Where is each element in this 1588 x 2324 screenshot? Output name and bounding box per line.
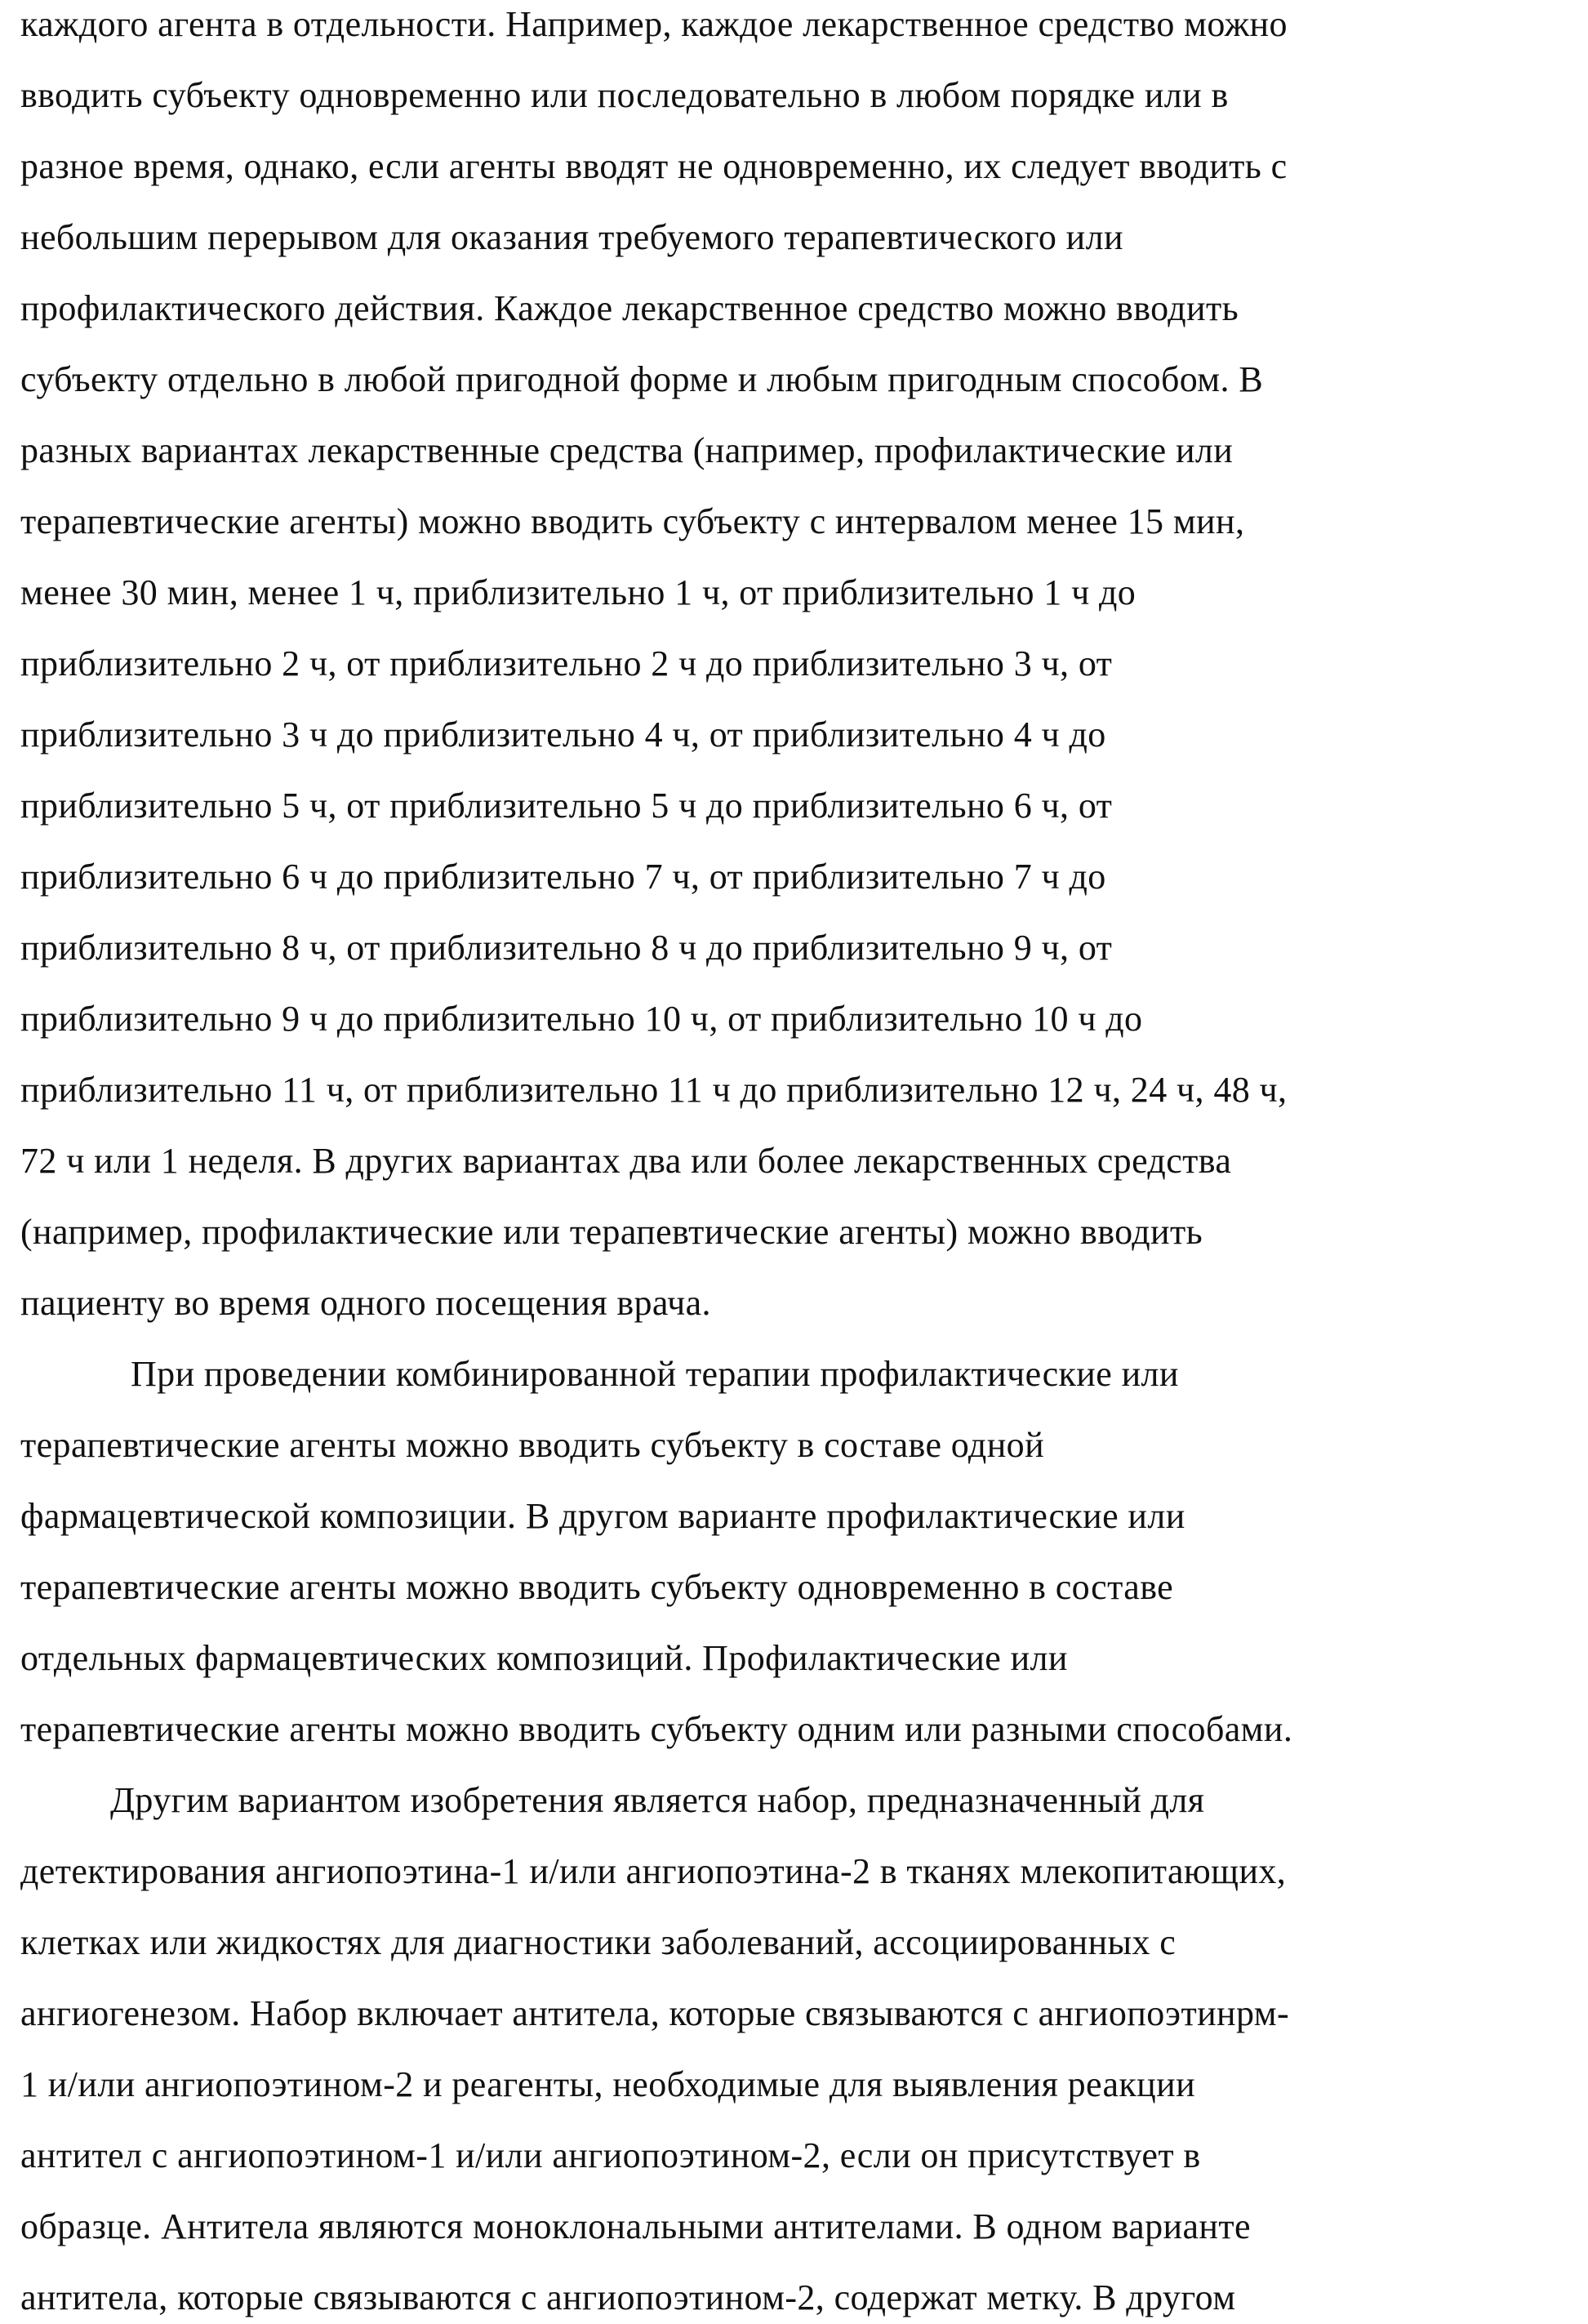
paragraph-start-line: При проведении комбинированной терапии профилактические или bbox=[131, 1354, 1179, 1394]
text-line: ангиогенезом. Набор включает антитела, которые связываются с ангиопоэтинрм- bbox=[20, 1993, 1289, 2033]
text-line: терапевтические агенты можно вводить субъекту одновременно в составе bbox=[20, 1567, 1174, 1607]
text-line: разных вариантах лекарственные средства (например, профилактические или bbox=[20, 430, 1234, 470]
text-line: приблизительно 3 ч до приблизительно 4 ч, от приблизительно 4 ч до bbox=[20, 715, 1106, 755]
text-line: менее 30 мин, менее 1 ч, приблизительно 1 ч, от приблизительно 1 ч до bbox=[20, 572, 1137, 612]
text-line: клетках или жидкостях для диагностики заболеваний, ассоциированных с bbox=[20, 1922, 1177, 1962]
text-line: 1 и/или ангиопоэтином-2 и реагенты, необходимые для выявления реакции bbox=[20, 2064, 1196, 2104]
paragraph-start-line: Другим вариантом изобретения является набор, предназначенный для bbox=[110, 1780, 1205, 1820]
text-line: пациенту во время одного посещения врача. bbox=[20, 1283, 711, 1323]
text-line: приблизительно 6 ч до приблизительно 7 ч, от приблизительно 7 ч до bbox=[20, 857, 1106, 897]
text-line: каждого агента в отдельности. Например, каждое лекарственное средство можно bbox=[20, 4, 1288, 44]
text-line: небольшим перерывом для оказания требуемого терапевтического или bbox=[20, 217, 1123, 257]
text-line: приблизительно 9 ч до приблизительно 10 ч, от приблизительно 10 ч до bbox=[20, 999, 1143, 1039]
text-line: (например, профилактические или терапевтические агенты) можно вводить bbox=[20, 1212, 1203, 1252]
text-line: терапевтические агенты можно вводить субъекту в составе одной bbox=[20, 1425, 1045, 1465]
text-line: приблизительно 5 ч, от приблизительно 5 ч до приблизительно 6 ч, от bbox=[20, 786, 1113, 826]
text-line: терапевтические агенты) можно вводить субъекту с интервалом менее 15 мин, bbox=[20, 501, 1245, 541]
text-line: образце. Антитела являются моноклональными антителами. В одном варианте bbox=[20, 2206, 1251, 2246]
text-line: субъекту отдельно в любой пригодной форме и любым пригодным способом. В bbox=[20, 359, 1264, 399]
text-line: антител с ангиопоэтином-1 и/или ангиопоэтином-2, если он присутствует в bbox=[20, 2135, 1201, 2175]
text-line: детектирования ангиопоэтина-1 и/или ангиопоэтина-2 в тканях млекопитающих, bbox=[20, 1851, 1287, 1891]
text-line: 72 ч или 1 неделя. В других вариантах два или более лекарственных средства bbox=[20, 1141, 1232, 1181]
text-line: приблизительно 11 ч, от приблизительно 11 ч до приблизительно 12 ч, 24 ч, 48 ч, bbox=[20, 1070, 1288, 1110]
text-line: разное время, однако, если агенты вводят не одновременно, их следует вводить с bbox=[20, 146, 1288, 186]
text-line: антитела, которые связываются с ангиопоэтином-2, содержат метку. В другом bbox=[20, 2277, 1236, 2317]
text-line: терапевтические агенты можно вводить субъекту одним или разными способами. bbox=[20, 1709, 1293, 1749]
text-line: приблизительно 8 ч, от приблизительно 8 ч до приблизительно 9 ч, от bbox=[20, 928, 1113, 968]
text-line: отдельных фармацевтических композиций. Профилактические или bbox=[20, 1638, 1068, 1678]
text-line: профилактического действия. Каждое лекарственное средство можно вводить bbox=[20, 288, 1239, 328]
text-line: приблизительно 2 ч, от приблизительно 2 ч до приблизительно 3 ч, от bbox=[20, 643, 1113, 683]
text-line: фармацевтической композиции. В другом варианте профилактические или bbox=[20, 1496, 1185, 1536]
text-line: вводить субъекту одновременно или последовательно в любом порядке или в bbox=[20, 75, 1229, 115]
